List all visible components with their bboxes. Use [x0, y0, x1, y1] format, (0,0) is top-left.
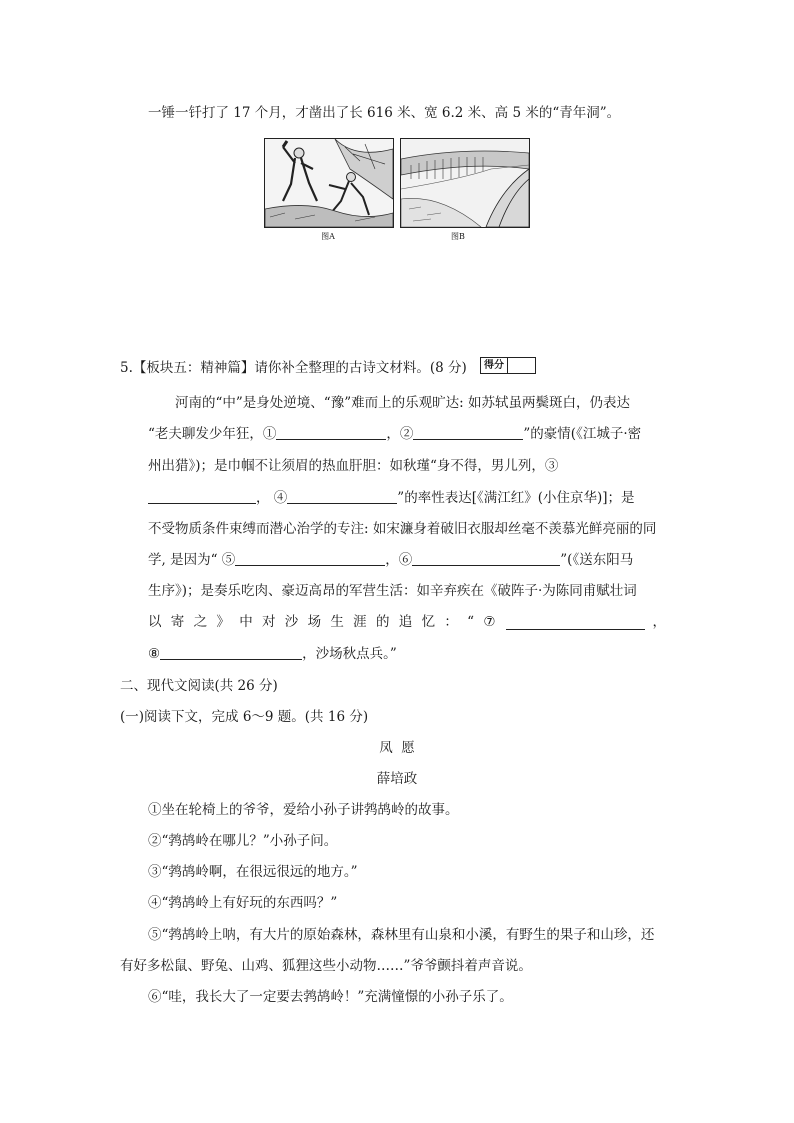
- char: 涯: [353, 614, 367, 630]
- char: 生: [330, 614, 344, 630]
- char: 以: [148, 614, 162, 630]
- q5-line-4-a: ， ④: [256, 490, 288, 506]
- figure-b-illustration: [400, 138, 530, 228]
- q5-line-2-c: ”的豪情(《江城子·密: [523, 426, 642, 442]
- blank-2[interactable]: [413, 425, 523, 440]
- q5-line-1: 河南的“中”是身处逆境、“豫”难而上的乐观旷达: 如苏轼虽两鬓斑白，仍表达: [175, 395, 630, 411]
- q5-line-3: 州出猎》)；是巾帼不让须眉的热血肝胆：如秋瑾“身不得，男儿列，③: [148, 458, 559, 474]
- q5-line-5: 不受物质条件束缚而潜心治学的专注: 如宋濂身着破旧衣服却丝毫不羡慕光鲜亮丽的同: [148, 521, 657, 537]
- article-p4: ④“鹁鸪岭上有好玩的东西吗？”: [148, 895, 338, 911]
- q5-line-2-b: ，②: [386, 426, 414, 442]
- char: 》: [216, 614, 230, 630]
- char: 忆: [421, 614, 436, 630]
- section-2-subtitle: (一)阅读下文，完成 6～9 题。(共 16 分): [120, 709, 369, 725]
- score-label: 得分: [481, 358, 508, 373]
- article-p5-line-1: ⑤“鹁鸪岭上呐，有大片的原始森林，森林里有山泉和小溪，有野生的果子和山珍，还: [148, 927, 655, 943]
- article-p2: ②“鹁鸪岭在哪儿？”小孙子问。: [148, 833, 338, 849]
- article-p1: ①坐在轮椅上的爷爷，爱给小孙子讲鹁鸪岭的故事。: [148, 802, 459, 818]
- blank-3[interactable]: [148, 489, 256, 504]
- q5-heading: 5.【板块五：精神篇】请你补全整理的古诗文材料。(8 分): [120, 360, 467, 376]
- char: 对: [261, 614, 276, 630]
- q5-line-6-c: ”(《送东阳马: [560, 552, 634, 568]
- q5-line-7: 生序》)；是奏乐吃肉、豪迈高昂的军营生活：如辛弃疾在《破阵子·为陈同甫赋壮词: [148, 583, 637, 599]
- article-p6: ⑥“哇，我长大了一定要去鹁鸪岭！”充满憧憬的小孙子乐了。: [148, 989, 513, 1005]
- article-p5-line-2: 有好多松鼠、野兔、山鸡、狐狸这些小动物……”爷爷颤抖着声音说。: [120, 958, 532, 974]
- char: 追: [398, 614, 413, 630]
- blank-4[interactable]: [287, 489, 397, 504]
- score-box: [480, 357, 536, 374]
- q5-line-8: [148, 613, 666, 631]
- q5-line-8-chars: [148, 613, 496, 631]
- blank-1[interactable]: [276, 425, 386, 440]
- q5-line-9: [148, 645, 397, 663]
- blank-7[interactable]: [506, 615, 645, 630]
- char: 之: [193, 614, 208, 630]
- q5-line-9-a: ⑧: [148, 646, 161, 662]
- intro-line: 一锤一钎打了 17 个月，才凿出了长 616 米、宽 6.2 米、高 5 米的“青年洞”。: [148, 105, 621, 121]
- blank-8[interactable]: [160, 645, 302, 660]
- q5-line-9-b: ，沙场秋点兵。”: [302, 646, 397, 662]
- q5-line-8-end: ，: [652, 614, 666, 630]
- figure-a: [264, 138, 394, 228]
- article-author: 薛培政: [376, 771, 418, 787]
- q5-line-4-b: ”的率性表达[《满江红》(小住京华)]；是: [397, 490, 635, 506]
- section-2-title: 二、现代文阅读(共 26 分): [120, 678, 278, 694]
- char: 的: [375, 614, 390, 630]
- q5-line-6-a: 学, 是因为“ ⑤: [148, 552, 236, 568]
- blank-6[interactable]: [412, 551, 560, 566]
- blank-5[interactable]: [235, 551, 385, 566]
- q5-line-6-b: ，⑥: [385, 552, 413, 568]
- char: 中: [239, 614, 253, 630]
- q5-line-2-a: “老夫聊发少年狂，①: [148, 426, 277, 442]
- figure-b-caption: 图B: [451, 232, 465, 241]
- char: 寄: [170, 614, 185, 630]
- char: ：: [444, 614, 458, 630]
- char: ⑦: [483, 614, 496, 630]
- char: 场: [307, 614, 322, 630]
- q5-line-2: [148, 425, 641, 443]
- q5-line-4: [148, 489, 635, 507]
- article-title: 凤 愿: [379, 740, 415, 756]
- figure-b: [400, 138, 530, 228]
- char: “: [467, 614, 475, 630]
- figure-a-illustration: [264, 138, 394, 228]
- article-p3: ③“鹁鸪岭啊，在很远很远的地方。”: [148, 864, 358, 880]
- q5-line-6: [148, 551, 633, 569]
- figure-a-caption: 图A: [321, 232, 335, 241]
- char: 沙: [284, 614, 299, 630]
